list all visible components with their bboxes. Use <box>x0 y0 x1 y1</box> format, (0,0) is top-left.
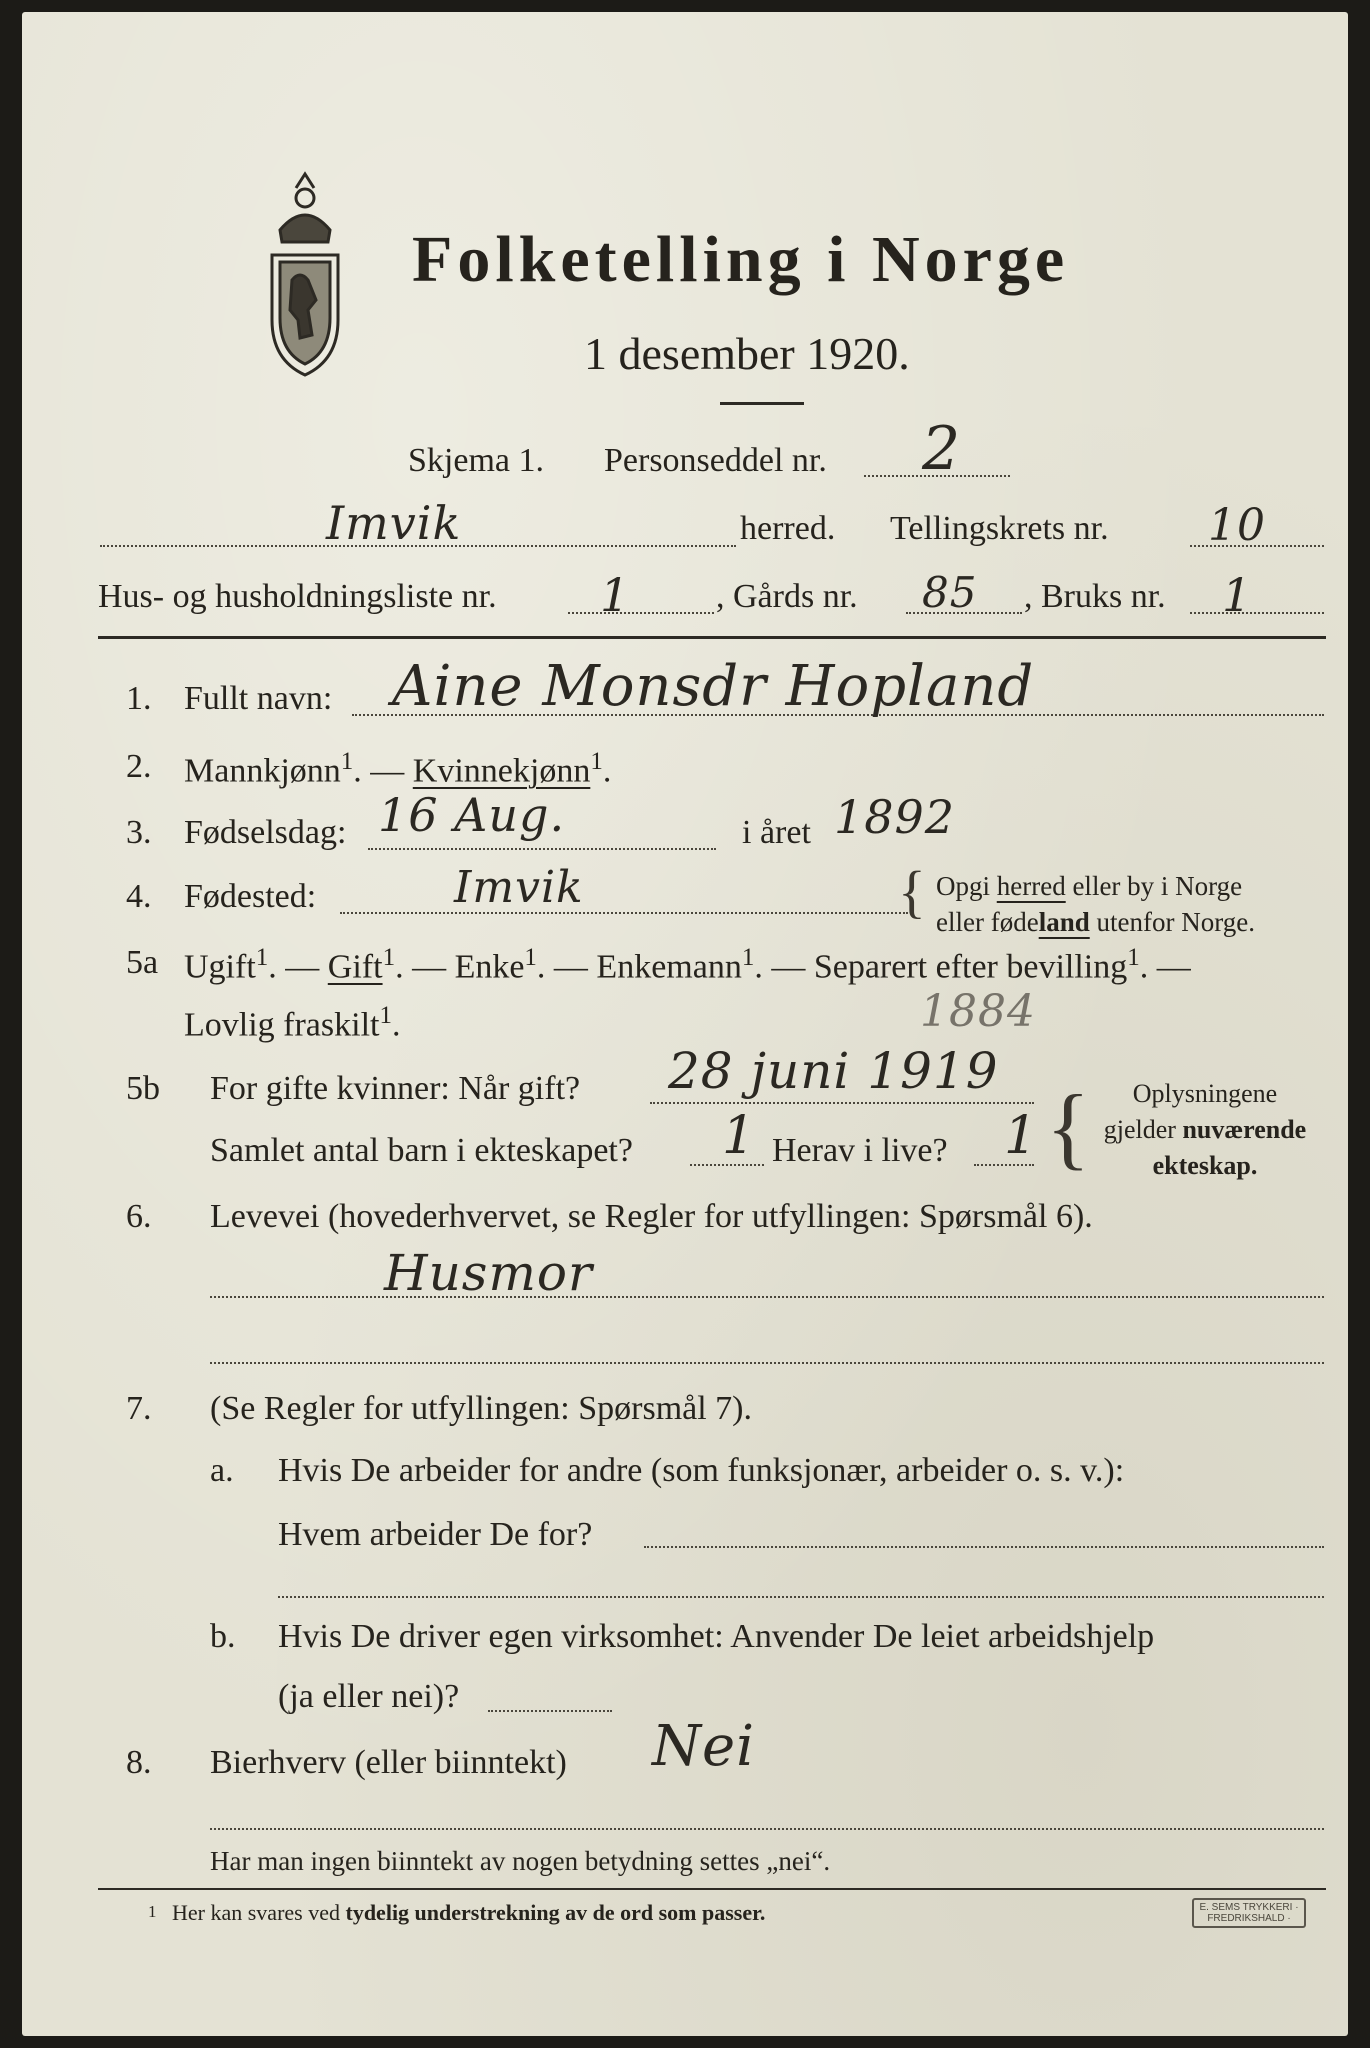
pencil-note: 1884 <box>920 986 1036 1037</box>
side-income-line <box>210 1828 1324 1830</box>
tellingskrets-label: Tellingskrets nr. <box>890 510 1109 547</box>
occupation-line-1 <box>210 1296 1324 1298</box>
children-label: Samlet antal barn i ekteskapet? <box>210 1132 633 1169</box>
q3-label: Fødselsdag: <box>184 814 347 851</box>
title-divider <box>720 402 804 405</box>
q7b-text: Hvis De driver egen virksomhet: Anvender De leiet arbeidshjelp <box>278 1618 1155 1655</box>
census-form-page <box>22 12 1348 2036</box>
printer-stamp: E. SEMS TRYKKERI · FREDRIKSHALD · <box>1192 1898 1306 1928</box>
q1-number: 1. <box>126 680 152 717</box>
birthplace-line <box>340 912 908 914</box>
q2-options: Mannkjønn$^1$. — Kvinnekjønn$^1$. <box>184 748 612 790</box>
option-gift[interactable]: Gift <box>327 948 383 986</box>
hired-help-line[interactable] <box>488 1710 612 1712</box>
footnote: Her kan svares ved tydelig understrekning av de ord som passer. <box>172 1900 766 1925</box>
employer-line-2[interactable] <box>278 1596 1324 1598</box>
birthplace-value[interactable]: Imvik <box>454 862 584 913</box>
q7b-question: (ja eller nei)? <box>278 1678 460 1715</box>
full-name-value[interactable]: Aine Monsdr Hopland <box>392 654 1035 719</box>
q8-label: Bierhverv (eller biinntekt) <box>210 1744 567 1781</box>
footnote-mark: 1 <box>148 1902 157 1921</box>
birthplace-note: Opgi herred eller by i Norge eller fødeland utenfor Norge. <box>936 871 1255 937</box>
q4-label: Fødested: <box>184 878 317 915</box>
census-date: 1 desember 1920. <box>584 328 910 379</box>
employer-line-1[interactable] <box>644 1546 1324 1548</box>
personseddel-value[interactable]: 2 <box>922 414 962 484</box>
option-enke[interactable]: Enke <box>454 948 525 986</box>
option-separert[interactable]: Separert efter bevilling <box>813 948 1128 986</box>
q5b-number: 5b <box>126 1070 160 1107</box>
marriage-date-line <box>650 1102 1034 1104</box>
option-lovlig[interactable]: Lovlig fraskilt$^1$. <box>184 1002 401 1044</box>
gards-value[interactable]: 85 <box>922 568 978 617</box>
side-income-value[interactable]: Nei <box>652 1714 756 1779</box>
hus-line <box>568 612 714 614</box>
occupation-line-2 <box>210 1362 1324 1364</box>
birthday-line <box>368 848 716 850</box>
q5a-number: 5a <box>126 944 159 981</box>
q7b-letter: b. <box>210 1618 236 1655</box>
birth-year-value[interactable]: 1892 <box>834 790 956 844</box>
tellingskrets-value[interactable]: 10 <box>1208 500 1266 551</box>
year-label: i året <box>742 814 811 851</box>
note-brace: { <box>898 859 926 924</box>
q8-number: 8. <box>126 1744 152 1781</box>
birthday-value[interactable]: 16 Aug. <box>378 788 566 842</box>
children-value[interactable]: 1 <box>722 1106 757 1166</box>
personseddel-label: Personseddel nr. <box>604 442 827 479</box>
q7a-question: Hvem arbeider De for? <box>278 1516 593 1553</box>
marriage-date-value[interactable]: 28 juni 1919 <box>668 1042 999 1100</box>
option-male[interactable]: Mannkjønn <box>184 752 341 790</box>
hus-value[interactable]: 1 <box>600 568 631 622</box>
option-ugift[interactable]: Ugift <box>184 948 256 986</box>
q6-label: Levevei (hovederhvervet, se Regler for utfyllingen: Spørsmål 6). <box>210 1198 1093 1235</box>
option-enkemann[interactable]: Enkemann <box>596 948 742 986</box>
schema-label: Skjema 1. <box>408 442 544 479</box>
q4-number: 4. <box>126 878 152 915</box>
header-separator <box>98 636 1326 639</box>
marriage-date-label: For gifte kvinner: Når gift? <box>210 1070 581 1107</box>
q5b-brace: { <box>1046 1076 1091 1178</box>
q3-number: 3. <box>126 814 152 851</box>
q7a-letter: a. <box>210 1452 234 1489</box>
q5b-note: Oplysningene gjelder nuværende ekteskap. <box>1103 1079 1307 1180</box>
gards-label: , Gårds nr. <box>716 578 858 615</box>
alive-label: Herav i live? <box>772 1132 948 1169</box>
q1-label: Fullt navn: <box>184 680 333 717</box>
coat-of-arms-icon <box>250 160 360 380</box>
q7-label: (Se Regler for utfyllingen: Spørsmål 7). <box>210 1390 753 1427</box>
occupation-value[interactable]: Husmor <box>384 1244 593 1302</box>
footer-note: Har man ingen biinntekt av nogen betydning settes „nei“. <box>210 1846 831 1876</box>
alive-value[interactable]: 1 <box>1004 1106 1039 1166</box>
q7a-text: Hvis De arbeider for andre (som funksjonær, arbeider o. s. v.): <box>278 1452 1125 1489</box>
q7-number: 7. <box>126 1390 152 1427</box>
herred-value[interactable]: Imvik <box>326 496 462 550</box>
option-female[interactable]: Kvinnekjønn <box>412 752 591 790</box>
footer-separator <box>98 1888 1326 1890</box>
bruks-label: , Bruks nr. <box>1024 578 1166 615</box>
q6-number: 6. <box>126 1198 152 1235</box>
marital-options: Ugift$^1$. — Gift$^1$. — Enke$^1$. — Enkemann$^1$. — Separert efter bevilling$^1$. — <box>184 944 1191 986</box>
q2-number: 2. <box>126 748 152 785</box>
form-title: Folketelling i Norge <box>412 223 1070 296</box>
bruks-value[interactable]: 1 <box>1222 568 1253 622</box>
hus-label: Hus- og husholdningsliste nr. <box>98 578 497 615</box>
herred-label: herred. <box>740 510 836 547</box>
bruks-line <box>1190 612 1324 614</box>
